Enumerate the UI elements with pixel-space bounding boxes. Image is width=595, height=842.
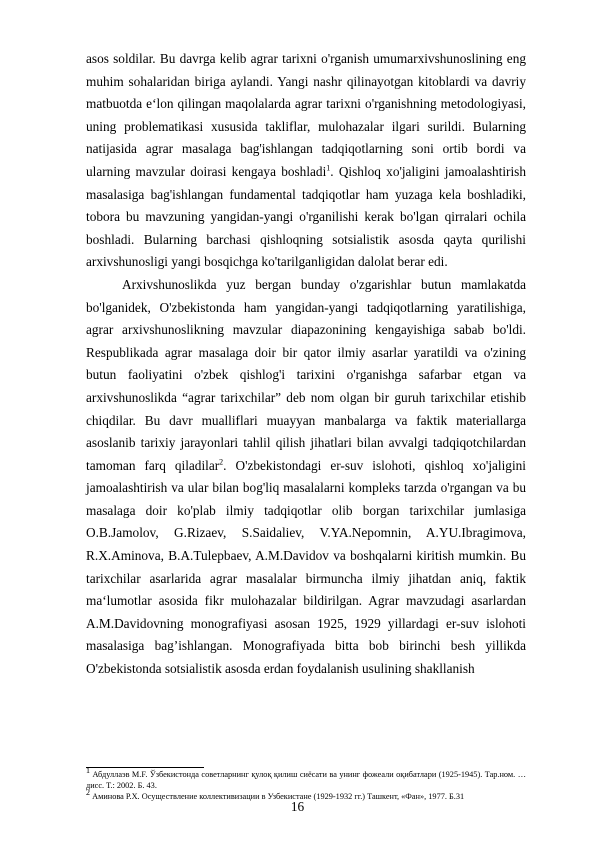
footnote-ref-1[interactable]: 1 xyxy=(326,163,331,173)
footnote-separator xyxy=(86,767,204,768)
paragraph-2-text-b: . O'zbekistondagi er-suv islohoti, qishloq xo'jaligini jamoalashtirish va ular bilan bog'liq masalalarni kompleks tarzda o'rgangan va bu masalaga doir ko'plab ilmiy tadqiqotlar olib borgan tarixchilar jumlasiga O.B.Jamolov, G.Rizaev, S.Saidaliev, V.YA.Nepomnin, A.YU.Ibragimova, R.X.Aminova, B.A.Tulepbaev, A.M.Davidov va boshqalarni kiritish mumkin. Bu tarixchilar asarlarida agrar masalalar birmuncha ilmiy jihatdan aniq, faktik ma‘lumotlar asosida fikr mulohazalar bildirilgan. Agrar mavzudagi asarlardan A.M.Davidovning monografiyasi asosan 1925, 1929 yillardagi er-suv islohoti masalasiga bag’ishlangan. Monografiyada bitta bob birinchi besh yillikda O'zbekistonda sotsialistik asosda erdan foydalanish usulining shakllanish xyxy=(86,457,526,677)
paragraph-1-text-a: asos soldilar. Bu davrga kelib agrar tarixni o'rganish umumarxivshunoslining eng muhim sohalaridan biriga aylandi. Yangi nashr qilinayotgan kitoblardi va davriy matbuotda e‘lon qilingan maqolalarda agrar tarixni o'rganishning metodologiyasi, uning problematikasi xususida takliflar, mulohazalar ilgari surildi. Bularning natijasida agrar masalaga bag'ishlangan tadqiqotlarning soni ortib bordi va ularning mavzular doirasi kengaya boshladi xyxy=(86,51,526,179)
footnote-1 xyxy=(86,766,526,791)
footnote-2-text: Аминова Р.Х. Осуществление коллективизации в Узбекистане (1929-1932 гг.) Ташкент, «Фан», 1977. Б.31 xyxy=(92,792,465,801)
page-number: 16 xyxy=(290,799,305,814)
document-body xyxy=(86,48,526,681)
footnote-1-text: Абдуллаэв М.F. Ўзбекистонда советларнинг қулоқ қилиш сиёсати ва унинг фожеали оқибатлари (1925-1945). Тар.ном. …дисс. Т.: 2002. Б. 43. xyxy=(86,770,526,790)
footnote-ref-2[interactable]: 2 xyxy=(219,457,224,467)
paragraph-2 xyxy=(86,274,526,681)
footnote-1-number: 1 xyxy=(86,766,90,776)
paragraph-2-text-a: Arxivshunoslikda yuz bergan bunday o'zgarishlar butun mamlakatda bo'lganidek, O'zbekistonda ham yangidan-yangi tadqiqotlarning yaratilishiga, agrar arxivshunoslikning mavzular diapazonining kengayishiga sabab bo'ldi. Respublikada agrar masalaga doir bir qator ilmiy asarlar yaratildi va o'zining butun faoliyatini o'zbek qishlog'i tarixini o'rganishga safarbar etgan va arxivshunoslikda “agrar tarixchilar” deb nom olgan bir guruh tarixchilar etishib chiqdilar. Bu davr mualliflari muayyan manbalarga va faktik materiallarga asoslanib tarixiy jarayonlari tahlil qilish jihatlari bilan avvalgi tadqiqotchilardan tamoman farq qiladilar xyxy=(86,276,526,473)
paragraph-1-text-b: . Qishloq xo'jaligini jamoalashtirish masalasiga bag'ishlangan fundamental tadqiqotlar ham yuzaga kela boshladiki, tobora bu mavzuning yangidan-yangi o'rganilishi kerak bo'lgan qirralari ochila boshladi. Bularning barchasi qishloqning sotsialistik asosda qayta qurilishi arxivshunosligi yangi bosqichga ko'tarilganligidan dalolat berar edi. xyxy=(86,163,527,270)
footnotes xyxy=(86,766,526,802)
footnote-2-number: 2 xyxy=(86,788,90,798)
paragraph-1 xyxy=(86,48,526,274)
